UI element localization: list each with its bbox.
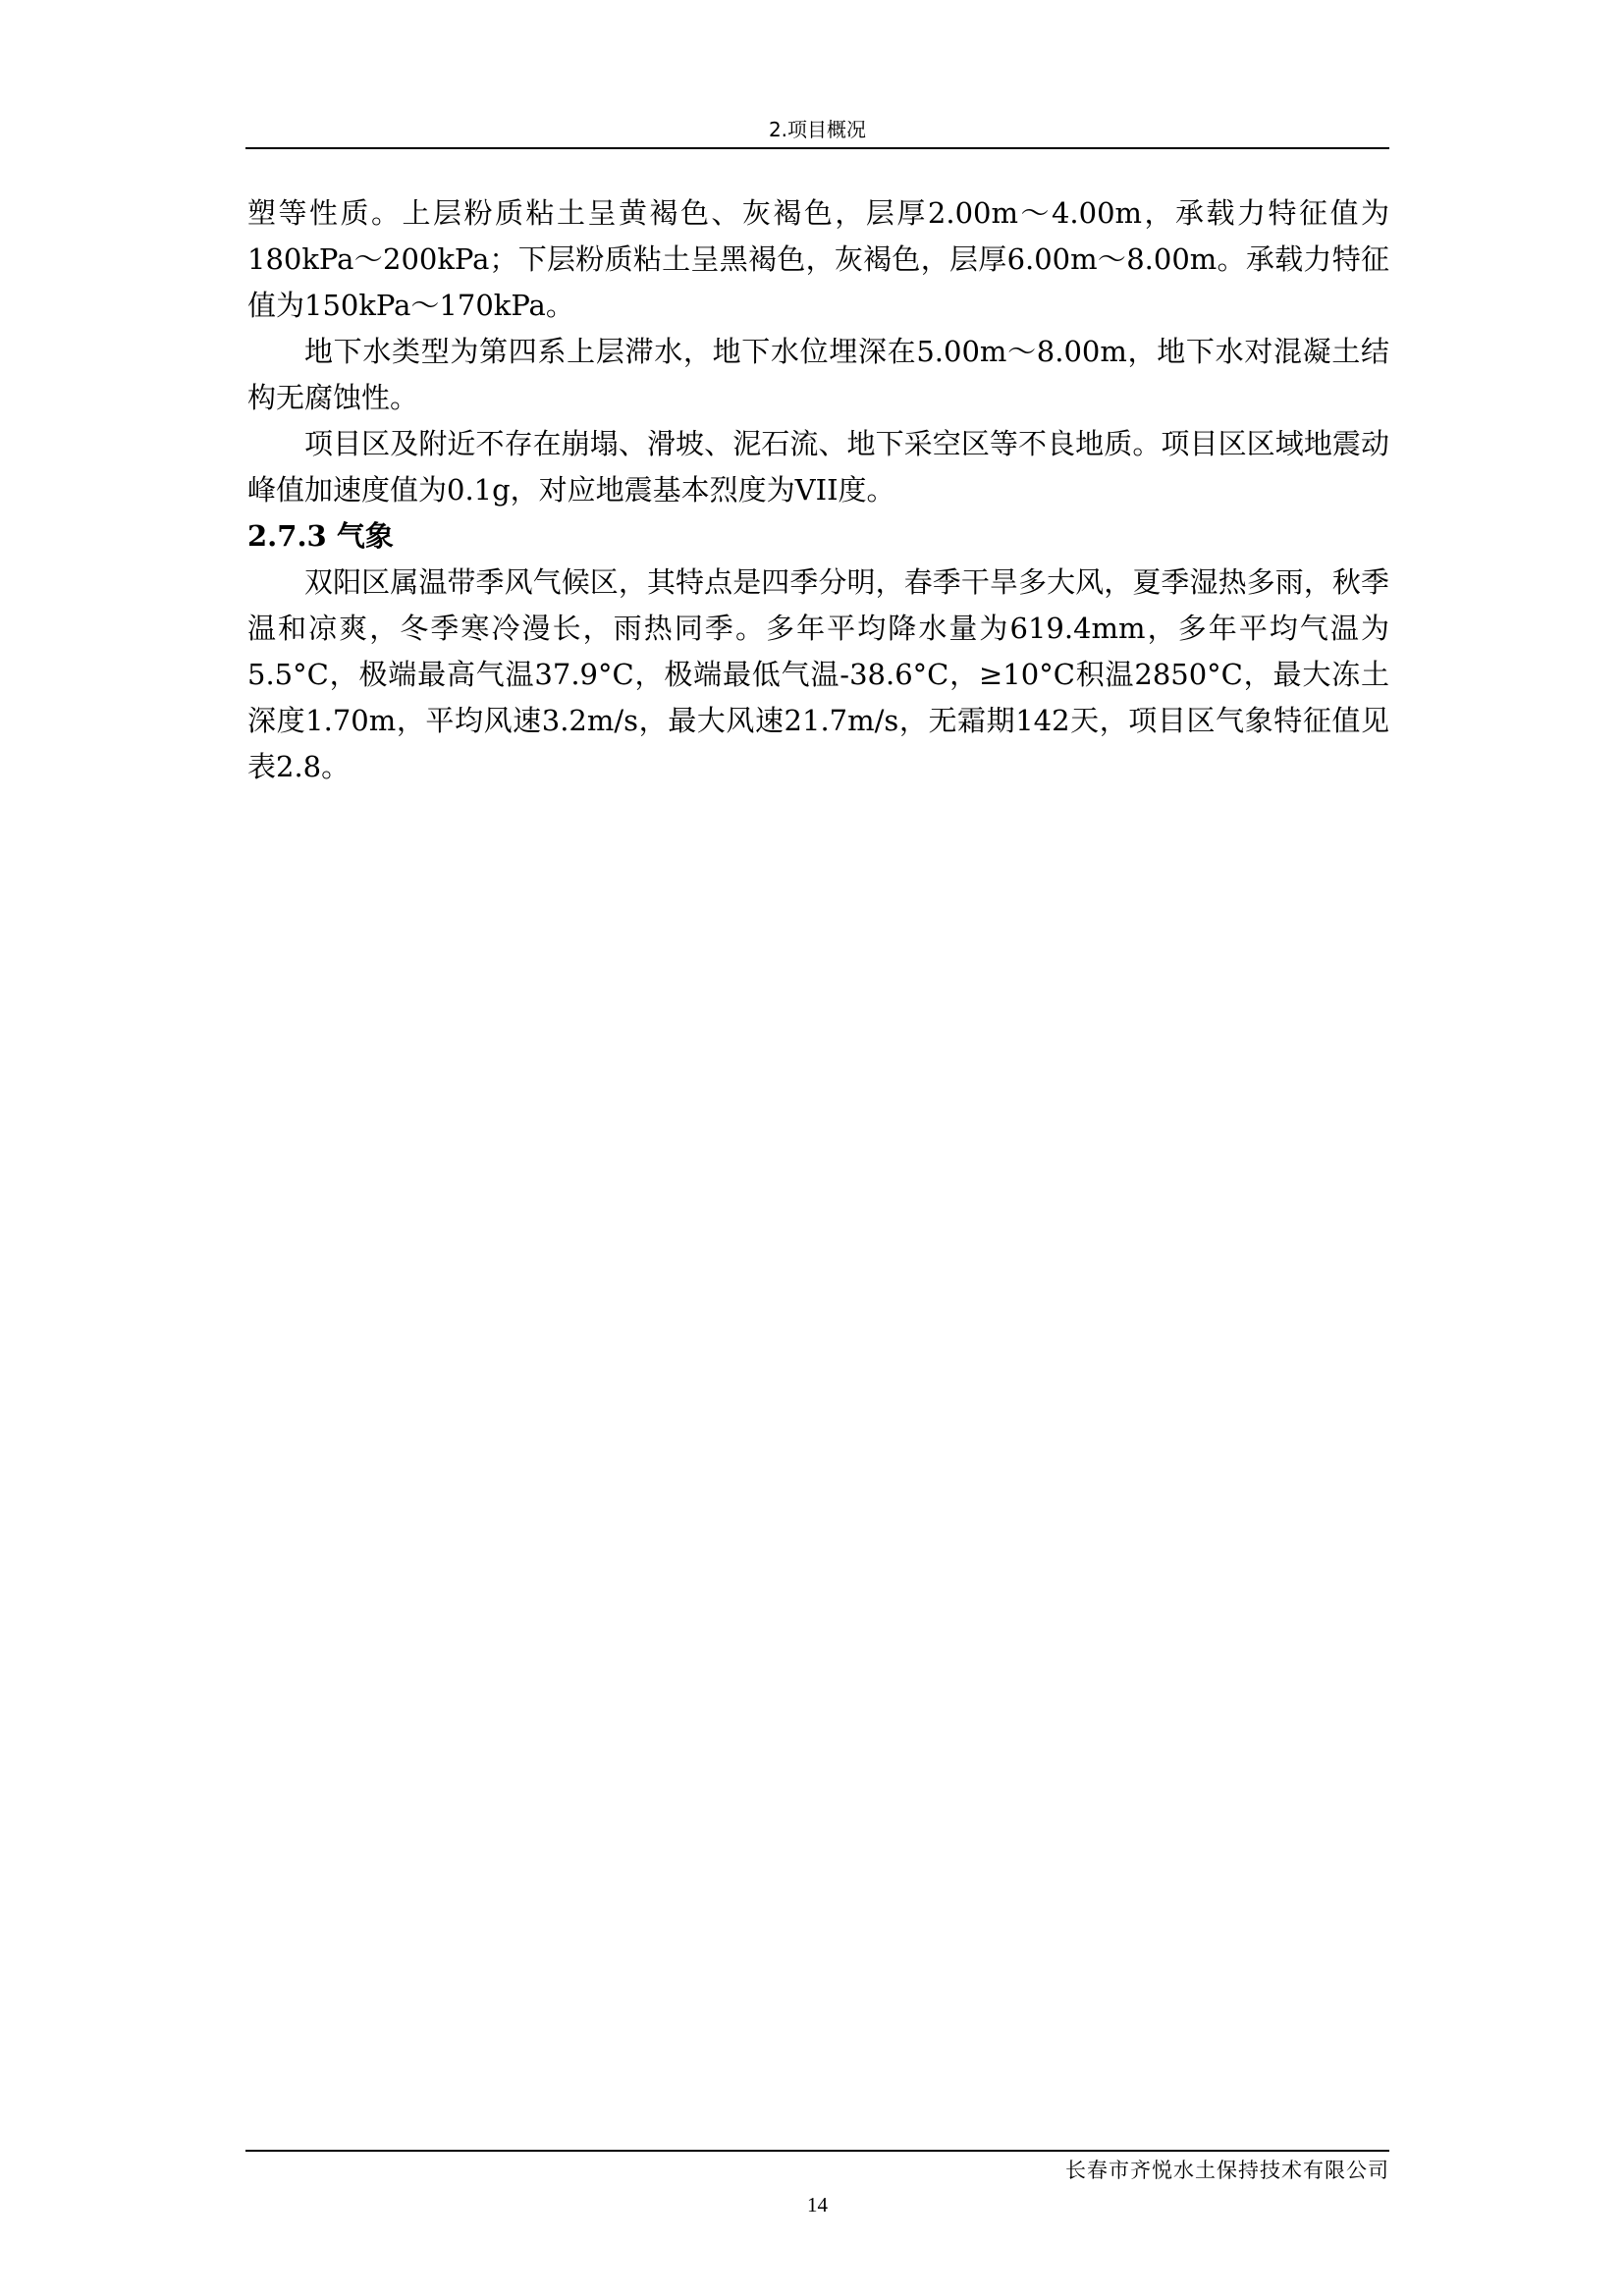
footer-divider <box>245 2150 1389 2152</box>
footer-company-name: 长春市齐悦水土保持技术有限公司 <box>1065 2159 1389 2182</box>
paragraph-geology-seismic: 项目区及附近不存在崩塌、滑坡、泥石流、地下采空区等不良地质。项目区区域地震动峰值加速度值为0.1g，对应地震基本烈度为VII度。 <box>247 427 1389 507</box>
running-header-title: 2.项目概况 <box>768 118 867 141</box>
paragraph-soil-layers: 塑等性质。上层粉质粘土呈黄褐色、灰褐色，层厚2.00m～4.00m，承载力特征值为180kPa～200kPa；下层粉质粘土呈黑褐色，灰褐色，层厚6.00m～8.00m。承载力特征值为150kPa～170kPa。 <box>247 196 1389 322</box>
paragraph-climate: 双阳区属温带季风气候区，其特点是四季分明，春季干旱多大风，夏季湿热多雨，秋季温和凉爽，冬季寒冷漫长，雨热同季。多年平均降水量为619.4mm，多年平均气温为5.5°C，极端最高气温37.9°C，极端最低气温-38.6°C，≥10°C积温2850°C，最大冻土深度1.70m，平均风速3.2m/s，最大风速21.7m/s，无霜期142天，项目区气象特征值见表2.8。 <box>247 565 1389 783</box>
section-heading-climate: 2.7.3 气象 <box>247 519 394 553</box>
page-number: 14 <box>807 2193 828 2216</box>
body-text <box>247 190 1389 790</box>
paragraph-groundwater: 地下水类型为第四系上层滞水，地下水位埋深在5.00m～8.00m，地下水对混凝土结构无腐蚀性。 <box>247 335 1389 414</box>
header-divider <box>245 147 1389 149</box>
